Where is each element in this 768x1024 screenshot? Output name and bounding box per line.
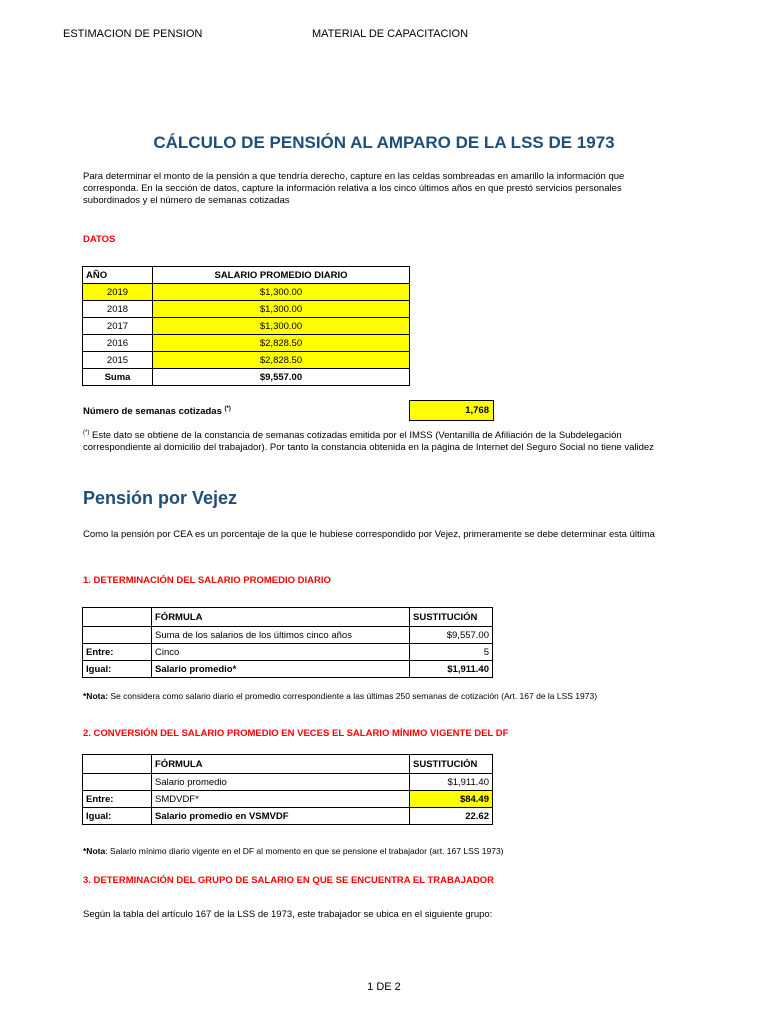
header-center: MATERIAL DE CAPACITACION [312, 28, 469, 40]
formula-cell: Suma de los salarios de los últimos cinco años [152, 627, 410, 644]
row-label [83, 627, 152, 644]
value-cell: $1,911.40 [410, 774, 493, 791]
salary-input[interactable]: $1,300.00 [153, 301, 410, 318]
table-row [83, 284, 410, 301]
row-label: Entre: [83, 791, 152, 808]
note-text: Se considera como salario diario el promedio correspondiente a las últimas 250 semanas de cotización (Art. 167 de la LSS 1973) [108, 691, 598, 701]
table-row [83, 627, 493, 644]
table-row [83, 661, 493, 678]
row-label: Entre: [83, 644, 152, 661]
value-cell: $9,557.00 [410, 627, 493, 644]
note-text: : Salario mínimo diario vigente en el DF al momento en que se pensione el trabajador (art. 167 LSS 1973) [105, 846, 504, 856]
table-row [83, 335, 410, 352]
datos-label: DATOS [83, 234, 116, 245]
col-header-substitution: SUSTITUCIÓN [410, 755, 493, 774]
formula-cell: Cinco [152, 644, 410, 661]
step3-title: 3. DETERMINACIÓN DEL GRUPO DE SALARIO EN QUE SE ENCUENTRA EL TRABAJADOR [83, 875, 495, 886]
table-row [83, 774, 493, 791]
step1-table [82, 607, 493, 678]
empty-cell [83, 608, 152, 627]
data-table [82, 266, 410, 386]
intro-line: corresponda. En la sección de datos, capture la información relativa a los cinco últimos años en que prestó servicios personales [83, 183, 622, 194]
table-row [83, 301, 410, 318]
weeks-input[interactable]: 1,768 [409, 400, 494, 421]
note-label: *Nota [83, 846, 106, 856]
table-header-row [83, 267, 410, 284]
intro-paragraph [83, 171, 624, 207]
sum-label: Suma [83, 369, 153, 386]
table-header-row [83, 608, 493, 627]
step1-note [83, 691, 597, 701]
row-label: Igual: [83, 808, 152, 825]
formula-cell: Salario promedio* [152, 661, 410, 678]
salary-input[interactable]: $2,828.50 [153, 352, 410, 369]
step2-table [82, 754, 493, 825]
weeks-mark: (*) [224, 406, 231, 412]
col-header-salary: SALARIO PROMEDIO DIARIO [153, 267, 410, 284]
year-cell: 2016 [83, 335, 153, 352]
col-header-year: AÑO [83, 267, 153, 284]
row-label [83, 774, 152, 791]
formula-cell: Salario promedio en VSMVDF [152, 808, 410, 825]
step2-title: 2. CONVERSIÓN DEL SALARIO PROMEDIO EN VECES EL SALARIO MÍNIMO VIGENTE DEL DF [83, 728, 509, 739]
salary-input[interactable]: $1,300.00 [153, 318, 410, 335]
value-cell: $1,911.40 [410, 661, 493, 678]
smdvdf-input[interactable]: $84.49 [410, 791, 493, 808]
row-label: Igual: [83, 661, 152, 678]
col-header-formula: FÓRMULA [152, 755, 410, 774]
step1-title: 1. DETERMINACIÓN DEL SALARIO PROMEDIO DIARIO [83, 575, 331, 586]
value-cell: 22.62 [410, 808, 493, 825]
year-cell: 2018 [83, 301, 153, 318]
salary-input[interactable]: $1,300.00 [153, 284, 410, 301]
footnote-mark: (*) [83, 430, 90, 436]
table-row [83, 318, 410, 335]
intro-line: Para determinar el monto de la pensión a que tendría derecho, capture en las celdas sombreadas en amarillo la información que [83, 171, 625, 182]
table-row [83, 791, 493, 808]
note-label: *Nota: [83, 691, 109, 701]
table-row [83, 808, 493, 825]
value-cell: 5 [410, 644, 493, 661]
salary-input[interactable]: $2,828.50 [153, 335, 410, 352]
sum-value: $9,557.00 [153, 369, 410, 386]
footnote-text: Este dato se obtiene de la constancia de semanas cotizadas emitida por el IMSS (Ventanilla de Afiliación de la Subdelegación [89, 430, 622, 442]
formula-cell: SMDVDF* [152, 791, 410, 808]
empty-cell [83, 755, 152, 774]
formula-cell: Salario promedio [152, 774, 410, 791]
year-cell[interactable]: 2019 [83, 284, 153, 301]
sum-row [83, 369, 410, 386]
step2-note [83, 846, 504, 856]
table-header-row [83, 755, 493, 774]
table-row [83, 352, 410, 369]
page-footer: 1 DE 2 [367, 981, 401, 993]
weeks-label-text: Número de semanas cotizadas [83, 406, 222, 418]
footnote-line [83, 427, 654, 442]
year-cell: 2015 [83, 352, 153, 369]
page-title: CÁLCULO DE PENSIÓN AL AMPARO DE LA LSS DE 1973 [153, 133, 615, 152]
section-intro: Como la pensión por CEA es un porcentaje de la que le hubiese correspondido por Vejez, primeramente se debe determinar esta última [83, 529, 655, 540]
section-title: Pensión por Vejez [83, 488, 238, 508]
weeks-footnote [83, 427, 654, 454]
footnote-line: correspondiente al domicilio del trabajador). Por tanto la constancia obtenida en la página de Internet del Seguro Social no tiene validez [83, 442, 654, 454]
step3-text: Según la tabla del artículo 167 de la LSS de 1973, este trabajador se ubica en el siguiente grupo: [83, 909, 493, 920]
col-header-substitution: SUSTITUCIÓN [410, 608, 493, 627]
intro-line: subordinados y el número de semanas cotizadas [83, 195, 290, 206]
header-left: ESTIMACION DE PENSION [63, 28, 203, 40]
col-header-formula: FÓRMULA [152, 608, 410, 627]
weeks-label [83, 406, 231, 417]
table-row [83, 644, 493, 661]
year-cell: 2017 [83, 318, 153, 335]
